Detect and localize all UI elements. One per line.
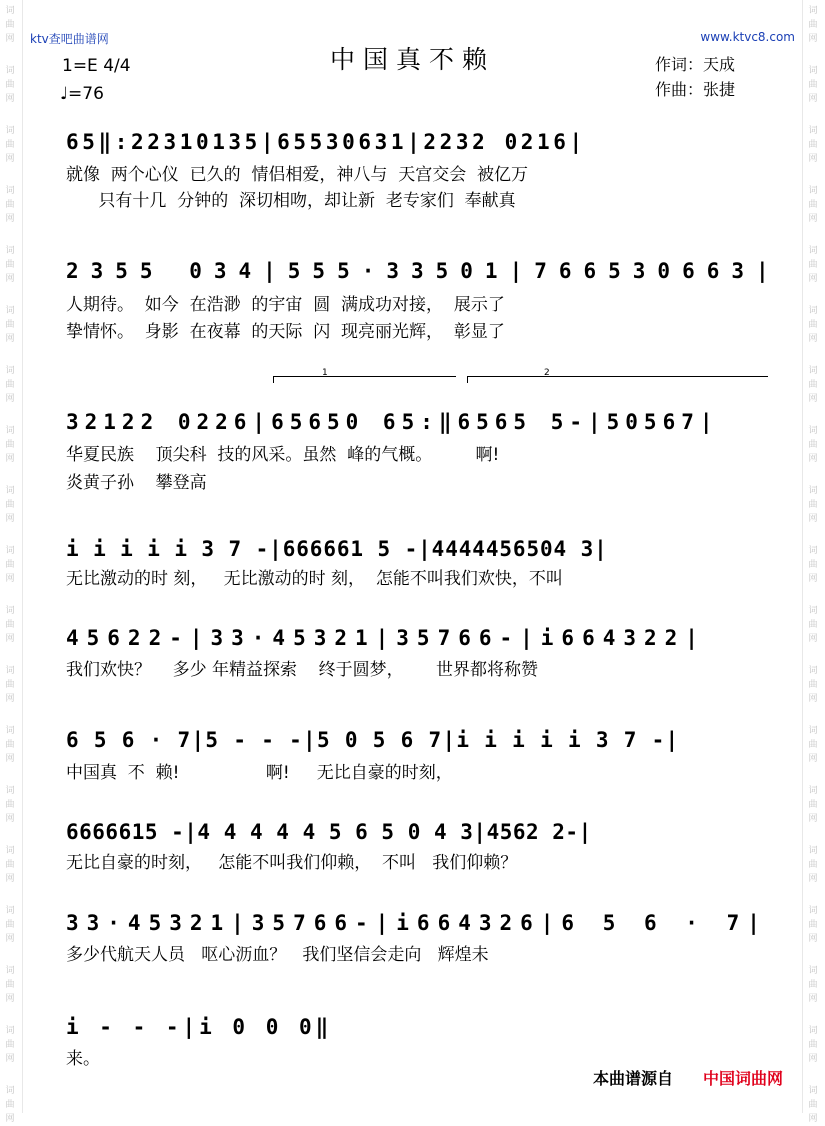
side-watermark-stamp: 词 曲 网 bbox=[808, 6, 818, 44]
side-watermark-stamp: 词 曲 网 bbox=[5, 126, 15, 164]
score-line-5: 45622-|33·45321|35766-|i664322| bbox=[66, 626, 706, 650]
lyric-line-3-verse-2: 炎黄子孙 攀登高 bbox=[66, 473, 207, 493]
tempo-marking: ♩=76 bbox=[60, 84, 104, 104]
lyric-line-8: 多少代航天人员 呕心沥血？ 我们坚信会走向 辉煌未 bbox=[66, 945, 489, 965]
lyric-line-7: 无比自豪的时刻， 怎能不叫我们仰赖， 不叫 我们仰赖？ bbox=[66, 853, 518, 873]
key-signature: 1=E 4/4 bbox=[62, 56, 131, 76]
score-line-8: 33·45321|35766-|i664326|6 5 6 · 7| bbox=[66, 911, 768, 935]
site-name-left: ktv查吧曲谱网 bbox=[30, 32, 109, 46]
score-line-6: 6 5 6 · 7|5 - - -|5 0 5 6 7|i i i i i 3 7 -| bbox=[66, 728, 680, 752]
side-watermark-stamp: 词 曲 网 bbox=[808, 66, 818, 104]
score-line-1: 65‖:22310135|65530631|2232 0216| bbox=[66, 130, 586, 154]
side-watermark-stamp: 词 曲 网 bbox=[808, 606, 818, 644]
side-watermark-stamp: 词 曲 网 bbox=[5, 1086, 15, 1124]
composer-credit: 作曲：张捷 bbox=[655, 80, 736, 99]
side-watermark-stamp: 词 曲 网 bbox=[808, 966, 818, 1004]
volta-bracket-2: 2 bbox=[467, 376, 768, 383]
side-watermark-stamp: 词 曲 网 bbox=[5, 546, 15, 584]
score-line-9: i - - -|i 0 0 0‖ bbox=[66, 1015, 333, 1039]
side-watermark-stamp: 词 曲 网 bbox=[808, 546, 818, 584]
side-watermark-stamp: 词 曲 网 bbox=[808, 486, 818, 524]
footer-source-site: 中国词曲网 bbox=[703, 1069, 784, 1088]
side-watermark-stamp: 词 曲 网 bbox=[808, 786, 818, 824]
side-watermark-stamp: 词 曲 网 bbox=[808, 1086, 818, 1124]
side-watermark-stamp: 词 曲 网 bbox=[808, 426, 818, 464]
lyric-line-2-verse-1: 人期待。 如今 在浩渺 的宇宙 圆 满成功对接， 展示了 bbox=[66, 295, 505, 315]
side-watermark-stamp: 词 曲 网 bbox=[808, 126, 818, 164]
side-watermark-stamp: 词 曲 网 bbox=[5, 966, 15, 1004]
lyric-line-2-verse-2: 挚情怀。 身影 在夜幕 的天际 闪 现亮丽光辉， 彰显了 bbox=[66, 322, 505, 342]
lyric-line-6: 中国真 不 赖! 啊! 无比自豪的时刻， bbox=[66, 763, 453, 783]
side-watermark-stamp: 词 曲 网 bbox=[808, 726, 818, 764]
side-watermark-stamp: 词 曲 网 bbox=[5, 6, 15, 44]
side-watermark-stamp: 词 曲 网 bbox=[808, 666, 818, 704]
side-watermark-stamp: 词 曲 网 bbox=[5, 66, 15, 104]
left-watermark-strip bbox=[0, 0, 23, 1124]
score-line-3: 32122 0226|65650 65:‖6565 5-|50567| bbox=[66, 410, 719, 434]
side-watermark-stamp: 词 曲 网 bbox=[5, 366, 15, 404]
side-watermark-stamp: 词 曲 网 bbox=[5, 486, 15, 524]
lyric-line-5: 我们欢快？ 多少 年精益探索 终于圆梦， 世界都将称赞 bbox=[66, 660, 539, 680]
score-line-7: 6666615 -|4 4 4 4 4 5 6 5 0 4 3|4562 2-| bbox=[66, 820, 592, 844]
side-watermark-stamp: 词 曲 网 bbox=[5, 306, 15, 344]
side-watermark-stamp: 词 曲 网 bbox=[808, 1026, 818, 1064]
side-watermark-stamp: 词 曲 网 bbox=[5, 186, 15, 224]
side-watermark-stamp: 词 曲 网 bbox=[808, 906, 818, 944]
side-watermark-stamp: 词 曲 网 bbox=[808, 186, 818, 224]
side-watermark-stamp: 词 曲 网 bbox=[5, 786, 15, 824]
lyric-line-1-verse-1: 就像 两个心仪 已久的 情侣相爱，神八与 天宫交会 被亿万 bbox=[66, 165, 529, 185]
footer-source-label: 本曲谱源自 bbox=[593, 1069, 674, 1088]
lyricist-credit: 作词：天成 bbox=[655, 55, 736, 74]
side-watermark-stamp: 词 曲 网 bbox=[5, 426, 15, 464]
lyric-line-9: 来。 bbox=[66, 1049, 100, 1069]
side-watermark-stamp: 词 曲 网 bbox=[5, 246, 15, 284]
lyric-line-1-verse-2: 只有十几 分钟的 深切相吻，却让新 老专家们 奉献真 bbox=[66, 191, 516, 211]
side-watermark-stamp: 词 曲 网 bbox=[5, 906, 15, 944]
side-watermark-stamp: 词 曲 网 bbox=[5, 606, 15, 644]
side-watermark-stamp: 词 曲 网 bbox=[808, 366, 818, 404]
score-line-4: i i i i i 3 7 -|666661 5 -|4444456504 3| bbox=[66, 537, 608, 561]
side-watermark-stamp: 词 曲 网 bbox=[5, 666, 15, 704]
score-line-2: 2355 034|555·33501|766530663| bbox=[66, 259, 781, 283]
site-url-right: www.ktvc8.com bbox=[700, 30, 795, 44]
side-watermark-stamp: 词 曲 网 bbox=[5, 1026, 15, 1064]
lyric-line-3-verse-1: 华夏民族 顶尖科 技的风采。虽然 峰的气概。 啊! bbox=[66, 445, 500, 465]
side-watermark-stamp: 词 曲 网 bbox=[808, 846, 818, 884]
right-watermark-strip bbox=[802, 0, 825, 1124]
volta-bracket-1: 1 bbox=[273, 376, 456, 383]
side-watermark-stamp: 词 曲 网 bbox=[808, 246, 818, 284]
side-watermark-stamp: 词 曲 网 bbox=[5, 726, 15, 764]
side-watermark-stamp: 词 曲 网 bbox=[5, 846, 15, 884]
lyric-line-4: 无比激动的时 刻， 无比激动的时 刻， 怎能不叫我们欢快，不叫 bbox=[66, 569, 563, 589]
side-watermark-stamp: 词 曲 网 bbox=[808, 306, 818, 344]
song-title: 中国真不赖 bbox=[329, 45, 495, 74]
